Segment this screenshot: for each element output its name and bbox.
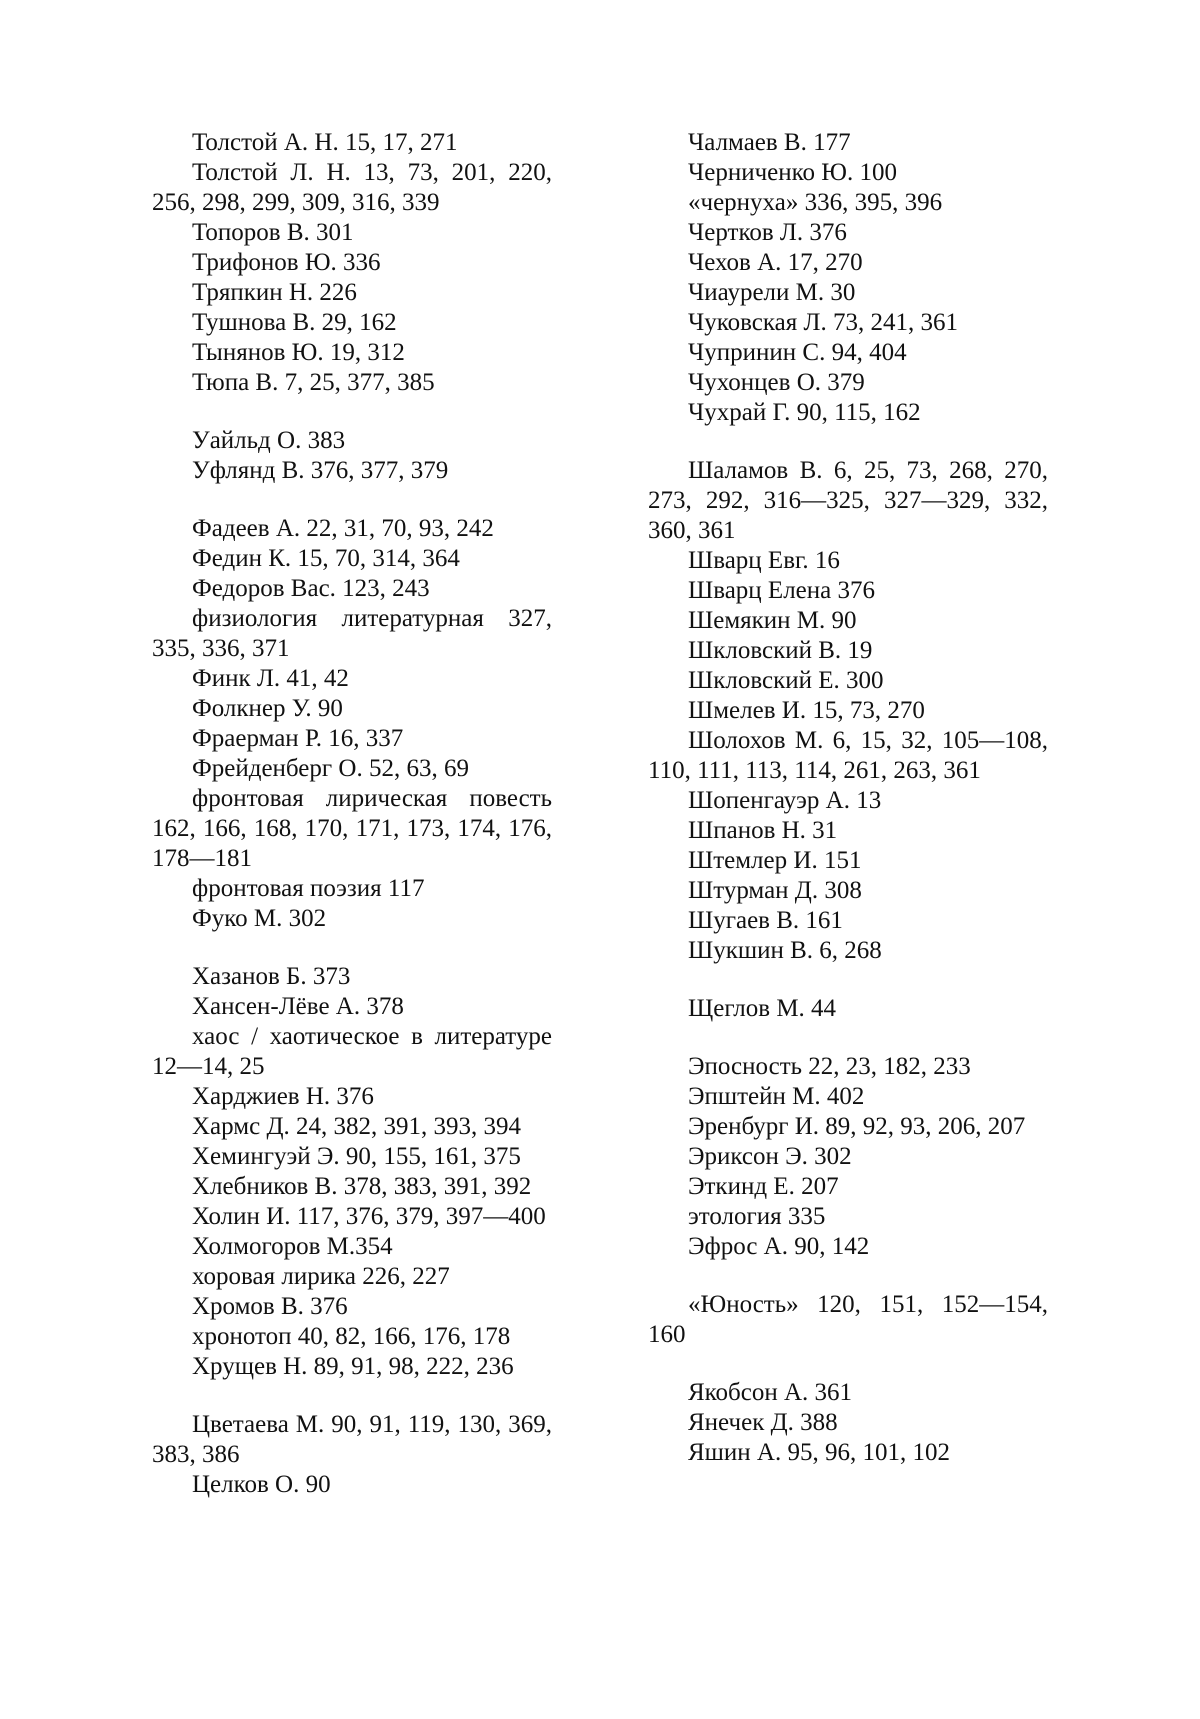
index-entry: Эпосность 22, 23, 182, 233 [688,1053,971,1080]
index-letter-group [648,128,1048,428]
index-letter-group [648,456,1048,966]
index-entry: Фуко М. 302 [192,905,327,932]
index-entry: Холин И. 117, 376, 379, 397—400 [192,1203,546,1230]
index-entry: «Юность» 120, 151, 152—154, 160 [648,1291,1048,1348]
index-entry: хаос / хаотическое в литературе 12—14, 25 [152,1023,552,1080]
index-entry: Шугаев В. 161 [688,907,843,934]
index-entry: Черниченко Ю. 100 [688,159,897,186]
index-entry: Уфлянд В. 376, 377, 379 [192,457,449,484]
index-entry: Трифонов Ю. 336 [192,249,381,276]
index-letter-group [152,426,552,486]
index-entry: хронотоп 40, 82, 166, 176, 178 [192,1323,511,1350]
index-entry: Эткинд Е. 207 [688,1173,839,1200]
index-entry: Хромов В. 376 [192,1293,348,1320]
index-entry: Шкловский Е. 300 [688,667,884,694]
index-entry: Яшин А. 95, 96, 101, 102 [688,1439,950,1466]
index-entry: Хазанов Б. 373 [192,963,351,990]
index-letter-group [648,994,1048,1024]
index-entry: этология 335 [688,1203,826,1230]
index-entry: Тюпа В. 7, 25, 377, 385 [192,369,435,396]
index-entry: Шемякин М. 90 [688,607,857,634]
index-entry: Шмелев И. 15, 73, 270 [688,697,925,724]
index-entry: Хансен-Лёве А. 378 [192,993,404,1020]
index-entry: Фолкнер У. 90 [192,695,343,722]
index-letter-group [648,1290,1048,1350]
index-entry: Уайльд О. 383 [192,427,346,454]
index-entry: Тушнова В. 29, 162 [192,309,397,336]
index-entry: физиология литературная 327, 335, 336, 371 [152,605,552,662]
index-entry: хоровая лирика 226, 227 [192,1263,450,1290]
index-entry: Штемлер И. 151 [688,847,862,874]
index-entry: Шопенгауэр А. 13 [688,787,882,814]
index-entry: Эренбург И. 89, 92, 93, 206, 207 [688,1113,1026,1140]
index-entry: Штурман Д. 308 [688,877,862,904]
index-letter-group [152,128,552,398]
index-entry: Эпштейн М. 402 [688,1083,865,1110]
index-entry: Чертков Л. 376 [688,219,847,246]
index-entry: Холмогоров М.354 [192,1233,393,1260]
index-entry: Чухонцев О. 379 [688,369,865,396]
index-entry: Федоров Вас. 123, 243 [192,575,430,602]
index-entry: Чуковская Л. 73, 241, 361 [688,309,958,336]
index-entry: Шукшин В. 6, 268 [688,937,882,964]
index-entry: фронтовая поэзия 117 [192,875,425,902]
index-entry: Чехов А. 17, 270 [688,249,863,276]
index-entry: Шаламов В. 6, 25, 73, 268, 270, 273, 292, 316—325, 327—329, 332, 360, 361 [648,457,1048,544]
index-column-left [152,128,552,1528]
index-entry: Толстой Л. Н. 13, 73, 201, 220, 256, 298, 299, 309, 316, 339 [152,159,552,216]
index-entry: Хрущев Н. 89, 91, 98, 222, 236 [192,1353,514,1380]
index-letter-group [648,1052,1048,1262]
index-entry: Фадеев А. 22, 31, 70, 93, 242 [192,515,494,542]
index-entry: Эриксон Э. 302 [688,1143,852,1170]
index-entry: Шкловский В. 19 [688,637,873,664]
index-entry: Цветаева М. 90, 91, 119, 130, 369, 383, 386 [152,1411,552,1468]
index-entry: Эфрос А. 90, 142 [688,1233,870,1260]
index-entry: фронтовая лирическая повесть 162, 166, 168, 170, 171, 173, 174, 176, 178—181 [152,785,552,872]
index-entry: Фрейденберг О. 52, 63, 69 [192,755,469,782]
index-entry: Харджиев Н. 376 [192,1083,374,1110]
index-entry: Щеглов М. 44 [688,995,837,1022]
index-entry: Якобсон А. 361 [688,1379,853,1406]
index-entry: Финк Л. 41, 42 [192,665,349,692]
index-entry: Чиаурели М. 30 [688,279,856,306]
index-entry: Толстой А. Н. 15, 17, 271 [192,129,458,156]
index-letter-group [152,514,552,934]
index-entry: Фраерман Р. 16, 337 [192,725,404,752]
index-entry: Тряпкин Н. 226 [192,279,357,306]
index-entry: Шварц Евг. 16 [688,547,840,574]
index-column-right [648,128,1048,1496]
index-letter-group [152,1410,552,1500]
index-entry: Чупринин С. 94, 404 [688,339,907,366]
index-entry: Целков О. 90 [192,1471,331,1498]
index-letter-group [152,962,552,1382]
index-entry: Топоров В. 301 [192,219,354,246]
index-entry: Чухрай Г. 90, 115, 162 [688,399,921,426]
index-entry: Шварц Елена 376 [688,577,875,604]
index-entry: «чернуха» 336, 395, 396 [688,189,943,216]
index-letter-group [648,1378,1048,1468]
index-entry: Шпанов Н. 31 [688,817,838,844]
index-entry: Хлебников В. 378, 383, 391, 392 [192,1173,532,1200]
index-entry: Хармс Д. 24, 382, 391, 393, 394 [192,1113,521,1140]
index-entry: Хемингуэй Э. 90, 155, 161, 375 [192,1143,521,1170]
index-entry: Федин К. 15, 70, 314, 364 [192,545,460,572]
index-entry: Шолохов М. 6, 15, 32, 105—108, 110, 111, 113, 114, 261, 263, 361 [648,727,1048,784]
index-entry: Тынянов Ю. 19, 312 [192,339,405,366]
index-entry: Янечек Д. 388 [688,1409,838,1436]
index-entry: Чалмаев В. 177 [688,129,851,156]
